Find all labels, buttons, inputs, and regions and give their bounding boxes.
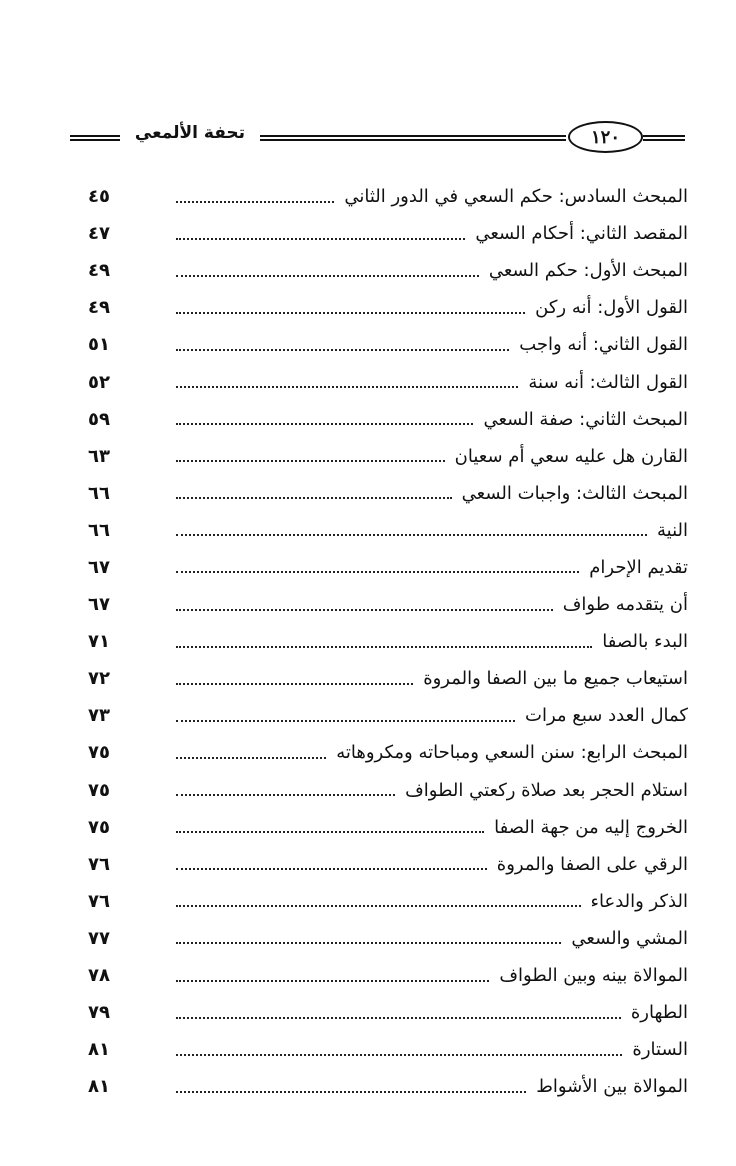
page-header <box>70 118 685 158</box>
toc-entry-page: ٧٥ <box>88 742 110 764</box>
dot-leader <box>176 386 518 388</box>
toc-entry-page: ٨١ <box>88 1039 110 1061</box>
toc-entry <box>88 994 688 1031</box>
toc-entry-title: تقديم الإحرام <box>589 556 688 578</box>
toc-entry <box>88 289 688 326</box>
toc-entry-title: القول الأول: أنه ركن <box>535 297 688 319</box>
toc-entry-page: ٥٩ <box>88 408 110 430</box>
dot-leader <box>176 646 592 648</box>
toc-entry-title: المبحث الأول: حكم السعي <box>488 260 688 282</box>
dot-leader <box>176 609 553 611</box>
dot-leader <box>176 868 487 870</box>
dot-leader <box>176 275 479 277</box>
toc-entry-title: المبحث الثاني: صفة السعي <box>483 408 688 430</box>
toc-entry-page: ٦٦ <box>88 482 110 504</box>
toc-entry-title: أن يتقدمه طواف <box>562 594 688 616</box>
toc-entry <box>88 475 688 512</box>
toc-entry-page: ٧٦ <box>88 890 110 912</box>
dot-leader <box>176 1054 622 1056</box>
toc-entry <box>88 623 688 660</box>
toc-entry-title: المبحث الرابع: سنن السعي ومباحاته ومكروهاته <box>336 742 688 764</box>
toc-entry-page: ٧٣ <box>88 705 110 727</box>
toc-entry-title: كمال العدد سبع مرات <box>525 705 688 727</box>
toc-entry-page: ٦٧ <box>88 556 110 578</box>
toc-entry <box>88 734 688 771</box>
toc-entry-page: ٧٦ <box>88 853 110 875</box>
toc-entry-title: استيعاب جميع ما بين الصفا والمروة <box>423 668 688 690</box>
toc-entry <box>88 772 688 809</box>
toc-entry-page: ٨١ <box>88 1076 110 1098</box>
dot-leader <box>176 1091 526 1093</box>
toc-entry <box>88 586 688 623</box>
toc-entry <box>88 846 688 883</box>
dot-leader <box>176 942 561 944</box>
dot-leader <box>176 720 515 722</box>
toc-entry <box>88 1031 688 1068</box>
toc-entry-page: ٧٢ <box>88 668 110 690</box>
toc-entry-page: ٦٦ <box>88 519 110 541</box>
toc-entry <box>88 438 688 475</box>
toc-entry <box>88 809 688 846</box>
toc-entry-title: المبحث السادس: حكم السعي في الدور الثاني <box>344 186 688 208</box>
toc-entry-page: ٧٩ <box>88 1002 110 1024</box>
dot-leader <box>176 201 334 203</box>
toc-entry-title: المشي والسعي <box>571 927 688 949</box>
header-rule-left <box>70 135 120 141</box>
header-rule-middle <box>260 135 566 141</box>
toc-entry-title: الطهارة <box>630 1002 688 1024</box>
dot-leader <box>176 905 581 907</box>
dot-leader <box>176 238 465 240</box>
toc-entry-title: الستارة <box>632 1039 688 1061</box>
toc-entry <box>88 957 688 994</box>
toc-entry-title: البدء بالصفا <box>602 631 688 653</box>
toc-entry <box>88 883 688 920</box>
toc-entry <box>88 512 688 549</box>
dot-leader <box>176 757 326 759</box>
toc-entry <box>88 660 688 697</box>
toc-entry-title: المقصد الثاني: أحكام السعي <box>475 223 688 245</box>
toc-entry-page: ٦٣ <box>88 445 110 467</box>
toc-entry-page: ٤٩ <box>88 297 110 319</box>
toc-entry-title: الرقي على الصفا والمروة <box>496 853 688 875</box>
toc-entry <box>88 920 688 957</box>
dot-leader <box>176 1017 621 1019</box>
toc-entry-page: ٧٧ <box>88 927 110 949</box>
page-number: ١٢٠ <box>568 121 643 153</box>
book-title: تحفة الألمعي <box>134 123 246 143</box>
toc-entry-page: ٧١ <box>88 631 110 653</box>
dot-leader <box>176 794 395 796</box>
toc-entry-title: الذكر والدعاء <box>590 890 688 912</box>
toc-entry-page: ٥٢ <box>88 371 110 393</box>
toc-entry-page: ٦٧ <box>88 594 110 616</box>
toc-entry <box>88 363 688 400</box>
dot-leader <box>176 423 473 425</box>
dot-leader <box>176 349 509 351</box>
toc-entry <box>88 1068 688 1105</box>
toc-entry-title: الموالاة بينه وبين الطواف <box>499 965 688 987</box>
toc-entry-title: الموالاة بين الأشواط <box>536 1076 688 1098</box>
toc-entry-title: الخروج إليه من جهة الصفا <box>494 816 688 838</box>
toc-entry-title: المبحث الثالث: واجبات السعي <box>461 482 688 504</box>
dot-leader <box>176 683 413 685</box>
dot-leader <box>176 571 579 573</box>
toc-entry-page: ٧٥ <box>88 779 110 801</box>
dot-leader <box>176 460 445 462</box>
dot-leader <box>176 312 525 314</box>
dot-leader <box>176 534 647 536</box>
toc-entry-title: النية <box>657 519 688 541</box>
dot-leader <box>176 831 484 833</box>
toc-entry-title: القول الثاني: أنه واجب <box>519 334 688 356</box>
toc-entry <box>88 178 688 215</box>
toc-entry-page: ٤٧ <box>88 223 110 245</box>
toc-entry-page: ٧٥ <box>88 816 110 838</box>
toc-entry <box>88 549 688 586</box>
toc-entry <box>88 401 688 438</box>
dot-leader <box>176 497 452 499</box>
toc-entry-title: استلام الحجر بعد صلاة ركعتي الطواف <box>405 779 688 801</box>
toc-entry <box>88 697 688 734</box>
dot-leader <box>176 980 489 982</box>
toc-entry-title: القارن هل عليه سعي أم سعيان <box>454 445 688 467</box>
header-rule-right <box>643 135 685 141</box>
table-of-contents <box>88 178 688 1105</box>
toc-entry-page: ٧٨ <box>88 965 110 987</box>
toc-entry-page: ٥١ <box>88 334 110 356</box>
toc-entry <box>88 215 688 252</box>
toc-entry-page: ٤٩ <box>88 260 110 282</box>
toc-entry <box>88 252 688 289</box>
toc-entry-title: القول الثالث: أنه سنة <box>528 371 688 393</box>
toc-entry-page: ٤٥ <box>88 186 110 208</box>
toc-entry <box>88 326 688 363</box>
